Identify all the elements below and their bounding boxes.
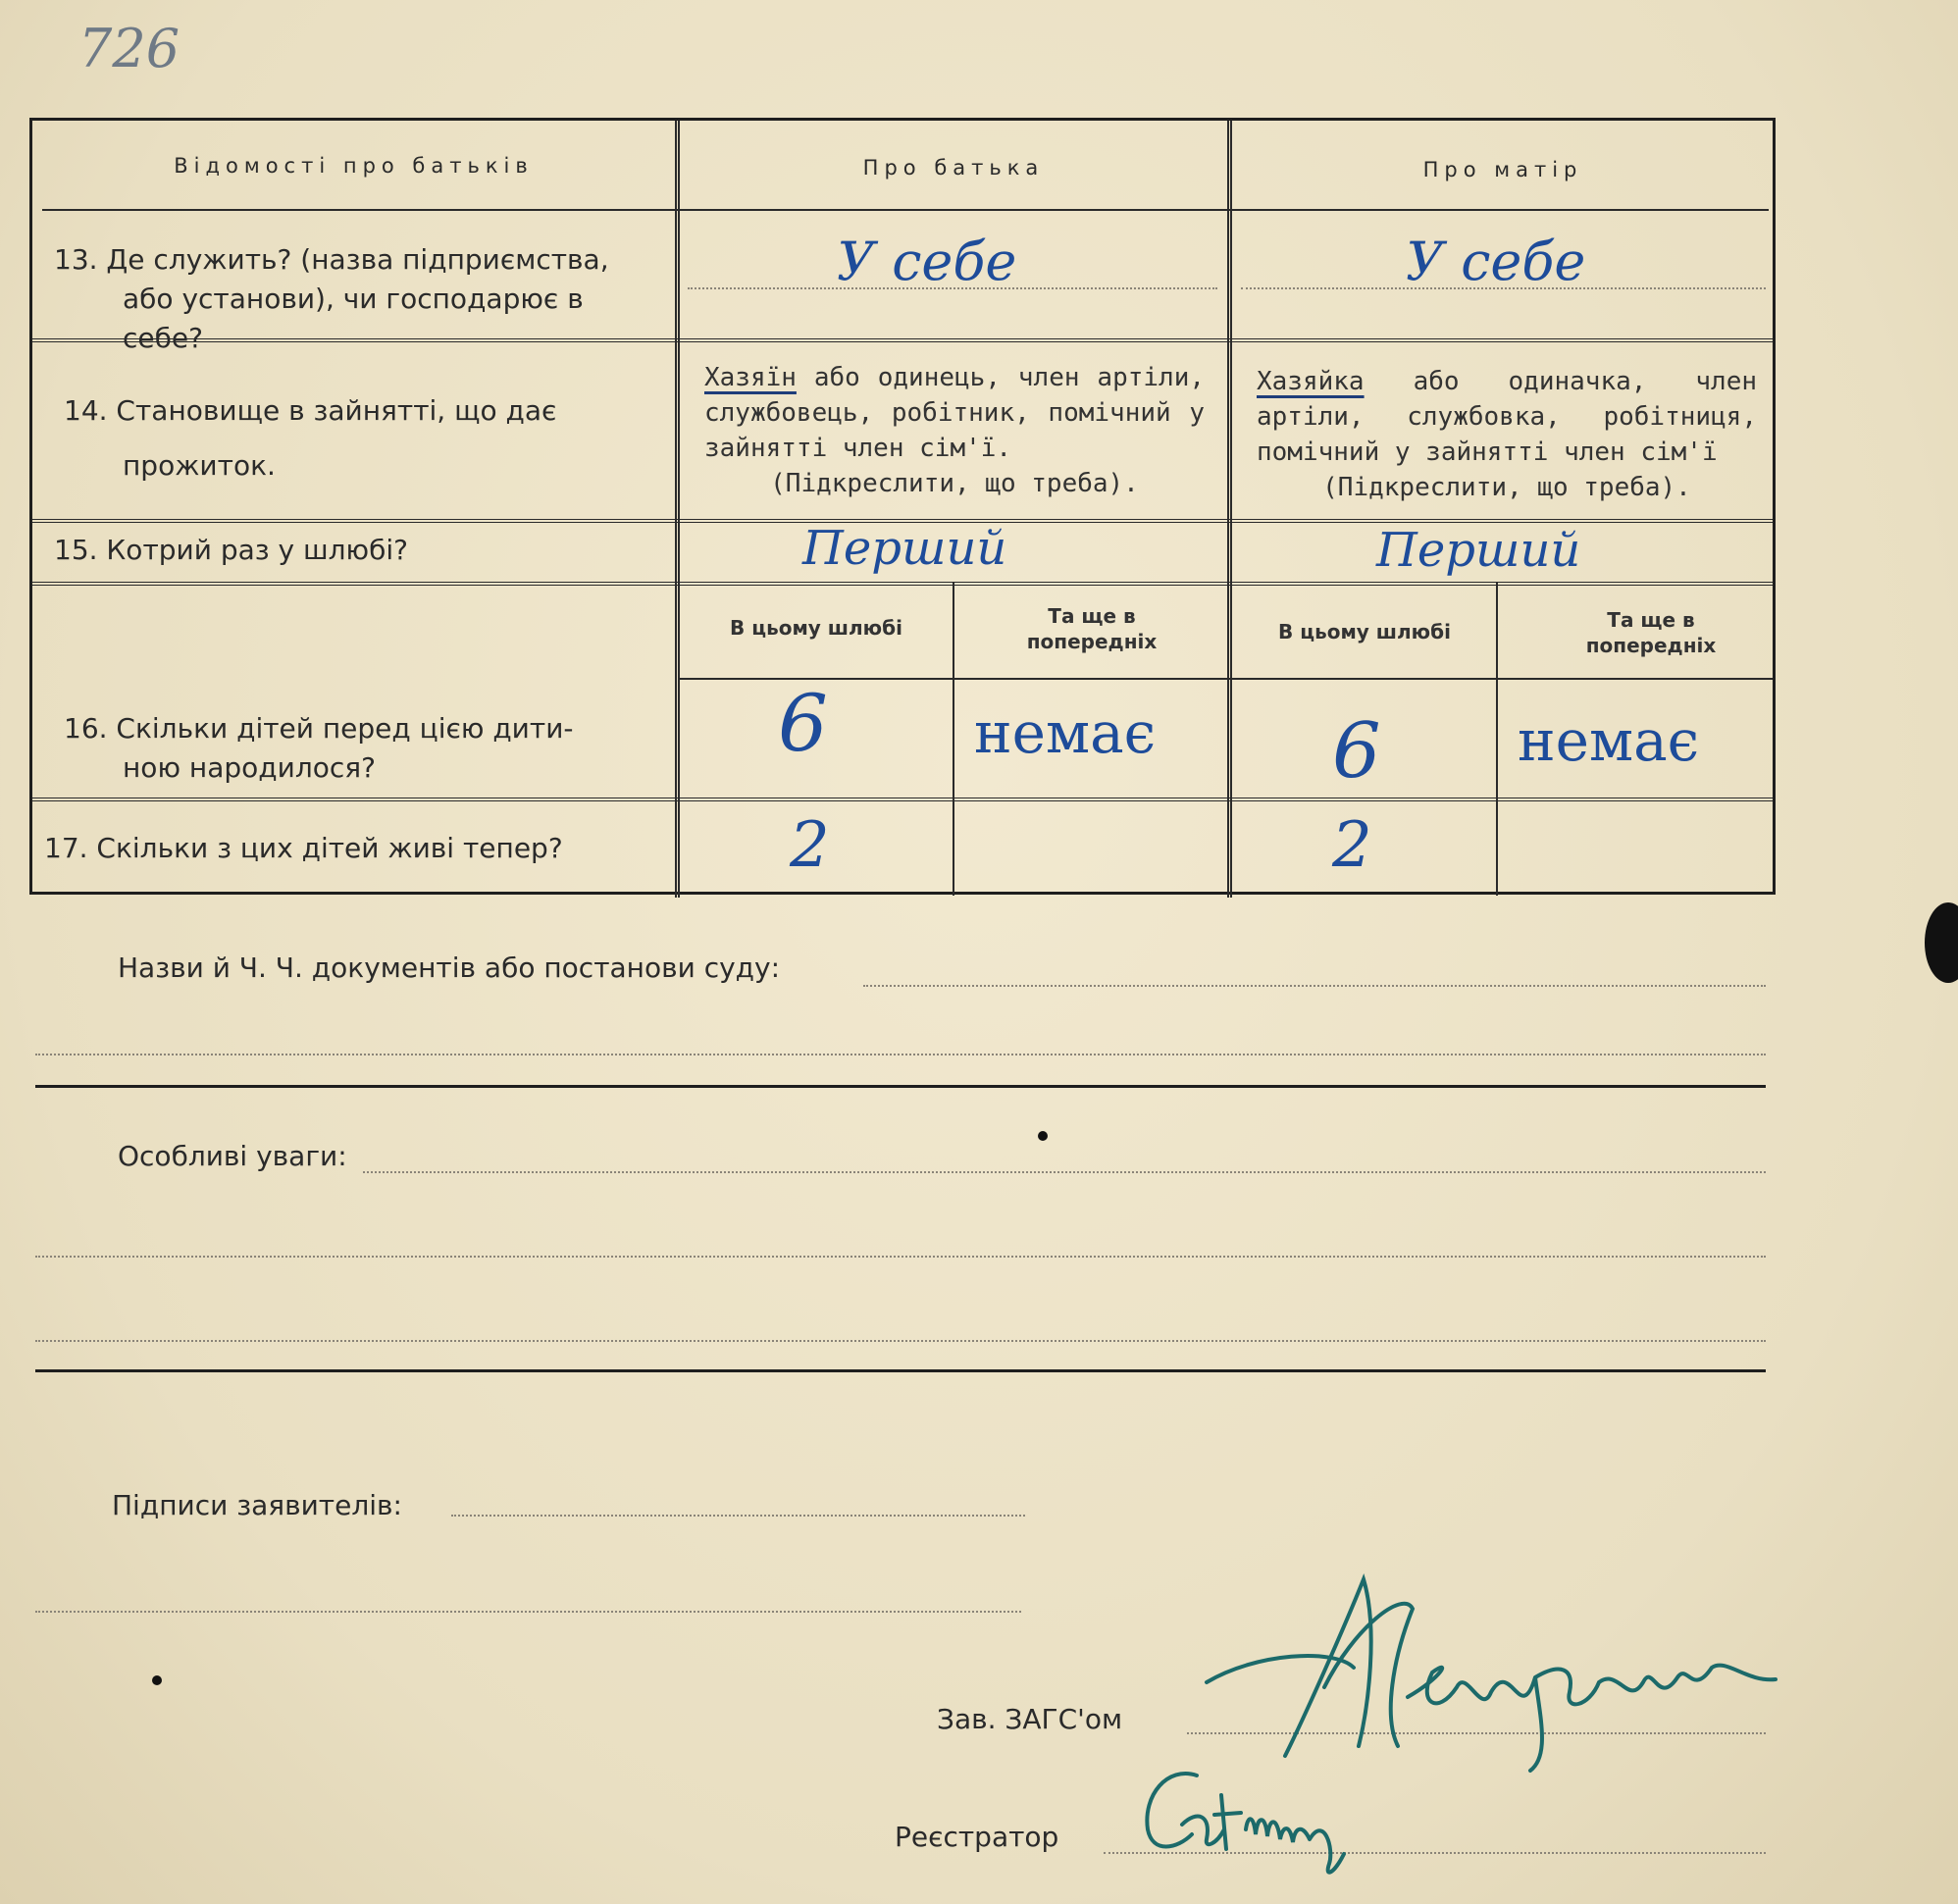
header-father: Про батька [862,156,1045,180]
q16-father-this-marriage-header: В цьому шлюбі [730,616,902,640]
row-divider [32,582,1773,586]
q14-father-note: (Підкреслити, що треба). [770,469,1139,498]
question-13-line2: або установи), чи господарює в себе? [123,283,584,354]
remarks-line [35,1256,1766,1258]
signature-line [451,1515,1025,1517]
documents-line [35,1054,1766,1055]
q16-father-this-marriage: 6 [778,678,828,769]
question-17: 17. Скільки з цих дітей живі тепер? [44,832,563,864]
q14-father-options [704,360,1205,501]
question-13-line1: 13. Де служить? (назва підприємства, [54,243,609,276]
col-divider [1496,582,1498,896]
parents-info-table [29,118,1776,895]
section-rule [35,1369,1766,1372]
q13-father-answer: У себе [837,231,1017,292]
question-14-line2: прожиток. [123,449,276,482]
remarks-line [35,1340,1766,1342]
q16-mother-previous-header: Та ще в попередніх [1585,608,1717,657]
question-14-line1: 14. Становище в зайнятті, що дає [64,394,557,427]
registrar-label: Реєстратор [895,1821,1059,1853]
ink-blot [1925,902,1958,983]
head-label: Зав. ЗАГС'ом [937,1703,1123,1735]
q15-father-answer: Перший [802,521,1007,576]
documents-label: Назви й Ч. Ч. документів або постанови суду: [118,952,781,984]
question-16-line1: 16. Скільки дітей перед цією дити- [64,712,574,745]
row-divider [32,798,1773,801]
q16-father-previous: немає [974,699,1157,766]
q14-mother-options [1257,364,1757,505]
documents-line [863,985,1766,987]
q13-mother-answer: У себе [1406,231,1586,292]
question-13 [54,240,672,358]
q17-father-this-marriage: 2 [790,809,830,882]
header-mother: Про матір [1422,158,1583,181]
col-divider [675,121,680,898]
remarks-label: Особливі уваги: [118,1140,347,1172]
header-parents-info: Відомості про батьків [174,154,534,178]
page-number: 726 [78,18,180,79]
question-16-line2: ною народилося? [123,751,376,784]
signature-line [35,1611,1021,1613]
subrow-divider [680,678,1773,680]
registrar-signature [1138,1756,1393,1883]
q15-mother-answer: Перший [1376,523,1581,578]
question-16 [64,709,662,788]
q14-mother-option-list: або одиначка, член артіли, службовка, робітниця, помічний у зайнятті член сім'ї [1257,367,1758,467]
q16-mother-previous: немає [1518,707,1700,774]
q16-father-previous-header: Та ще в попередніх [1026,604,1158,653]
head-signature [1197,1570,1785,1785]
q14-mother-note: (Підкреслити, що треба). [1322,473,1691,502]
q14-mother-selected: Хазяйка [1257,367,1365,396]
q14-father-option-list: або одинець, член артіли, службовець, робітник, помічний у зайнятті член сім'ї. [704,363,1206,463]
remarks-line [363,1171,1766,1173]
applicants-signatures-label: Підписи заявителів: [112,1489,402,1521]
q14-father-selected: Хазяїн [704,363,797,392]
question-15: 15. Котрий раз у шлюбі? [54,534,409,566]
section-rule [35,1085,1766,1088]
q16-mother-this-marriage-header: В цьому шлюбі [1278,620,1451,643]
col-divider [953,582,954,896]
row-divider [42,209,1769,211]
col-divider [1227,121,1232,898]
ink-dot [152,1675,162,1685]
question-14 [64,384,662,493]
q16-mother-this-marriage: 6 [1332,707,1381,796]
q17-mother-this-marriage: 2 [1332,809,1372,882]
ink-dot [1038,1131,1048,1141]
